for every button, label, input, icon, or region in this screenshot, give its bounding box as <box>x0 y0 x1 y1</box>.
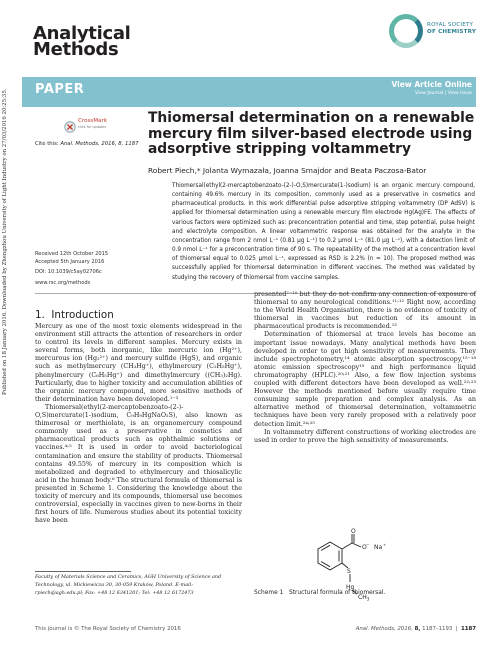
affiliation-footnote: Faculty of Materials Science and Ceramics, AGH University of Science and Technology, ul. Mickiewicza 30, 30-059 Kraków, Poland. E-mail: rpiech@agh.edu.pl; Fax: +48 12 6341201; Tel: +48 12 6172473 <box>35 574 222 596</box>
body-column-left <box>35 323 242 525</box>
footer-volume: 8, <box>414 626 421 632</box>
sodium-charge: + <box>383 542 387 547</box>
footnote-rule <box>35 571 131 572</box>
scheme-caption <box>254 590 385 596</box>
rsc-logo-icon <box>389 14 423 48</box>
crossmark-sub: click for updates <box>78 125 107 129</box>
crossmark-button[interactable] <box>64 118 118 130</box>
oxygen-label: O <box>351 528 356 535</box>
paragraph: Mercury as one of the most toxic elements widespread in the environment still attracts the attention of researchers in order to control its levels in different samples. Mercury exists in several forms, both inorganic, like mercuric ion (Hg²⁺), mercurous ion (Hg₂²⁺) and mercury sulfide (HgS), and organic such as methylmercury (CH₃Hg⁺), ethylmercury (C₂H₅Hg⁺), phenylmercury (C₆H₅Hg⁺) and dimethylmercury ((CH₃)₂Hg). Particularly, due to higher toxicity and accumulation abilities of the organic mercury compound, more sensitive methods of their determination have been developed.¹⁻³ <box>35 323 242 403</box>
page-footer: Anal. Methods, 2016, 8, 1187–1193 | 1187 <box>355 626 476 632</box>
crossmark-label: CrossMark <box>78 118 108 124</box>
sulfur-label: S <box>347 568 351 575</box>
paragraph: In voltammetry different constructions of working electrodes are used in order to prove the high sensitivity of measurements. <box>254 428 476 444</box>
paragraph: presented⁷⁻¹⁰ but they do not confirm any connection of exposure of thiomersal to any neurological conditions.¹¹˒¹² Right now, according to the World Health Organisation, there is no evidence of toxicity of thiomersal in vaccines but reduction of its amount in pharmaceutical products is recommended.¹³ <box>254 291 476 331</box>
accepted-date: Accepted 5th January 2016 <box>35 258 105 265</box>
banner-links <box>391 80 472 96</box>
article-type-label: PAPER <box>35 82 85 97</box>
rsc-logo-text <box>427 22 476 36</box>
scheme-caption-text: Structural formula of thiomersal. <box>288 590 386 596</box>
received-date: Received 12th October 2015 <box>35 251 109 257</box>
section-title: Introduction <box>51 309 114 321</box>
page-number: 1187 <box>460 626 476 632</box>
paragraph: Determination of thiomersal at trace levels has become an important issue nowadays. Many analytical methods have been developed in order to get high sensitivity of measurements. They include spectrophotometry,¹⁴ atomic absorption spectroscopy,¹⁵⁻¹⁸ atomic emission spectroscopy¹⁹ and high performance liquid chromatography (HPLC).²⁰˒²¹ Also, a few flow injection systems coupled with different detectors have been developed as well.²²˒²³ However the methods mentioned before usually require time consuming sample preparation and complex analysis. As an alternative method of thiomersal determination, voltammetric techniques have been very rarely proposed with a relatively poor detection limit.²⁴˒²⁵ <box>254 331 476 428</box>
citation <box>35 141 138 147</box>
article-meta <box>35 249 108 288</box>
author-list: Robert Piech,* Jolanta Wymazała, Joanna Smajdor and Beata Paczosa-Bator <box>148 166 427 175</box>
scheme-label: Scheme 1 <box>254 590 284 596</box>
journal-title-line2: Methods <box>33 39 119 60</box>
view-article-online-link[interactable]: View Article Online <box>391 80 472 89</box>
journal-url[interactable]: www.rsc.org/methods <box>35 279 91 286</box>
view-journal-link[interactable]: View Journal | View Issue <box>415 91 472 96</box>
doi[interactable]: DOI: 10.1039/c5ay02706c <box>35 269 102 275</box>
rsc-logo-line1: ROYAL SOCIETY <box>427 22 474 28</box>
body-column-right <box>254 291 476 445</box>
cite-prefix: Cite this: <box>35 141 59 147</box>
paragraph: Thiomersal(ethyl(2-mercaptobenzoato-(2-)-O,S)mercurate(1-)sodium, C₉H₉HgNaO₂S), also known as thimerosal or merthiolate, is an organomercury compound commonly used as a preservative in cosmetics and pharmaceutical products such as ophthalmic solutions or vaccines.⁴˒⁵ It is used in order to avoid bacteriological contamination and ensure the stability of products. Thiomersal contains 49.55% of mercury in its composition which is metabolized and degraded to ethylmercury and thiosalicylic acid in the human body.⁶ The structural formula of thiomersal is presented in Scheme 1. Considering the knowledge about the toxicity of mercury and its compounds, thiomersal use becomes controversial, especially in vaccines given to new-borns in their first hours of life. Numerous studies about its potential toxicity have been <box>35 403 242 525</box>
section-heading <box>35 309 114 321</box>
section-number: 1. <box>35 309 45 321</box>
abstract: Thiomersal(ethyl(2-mercaptobenzoato-(2-)-O,S)mercurate(1-)sodium) is an organic mercury compound, containing 49.6% mercury in its composition, commonly used as a preservative in cosmetics and pharmaceutical products. In this work differential pulse adsorptive stripping voltammetry (DP AdSV) is applied for thiomersal determination using a renewable mercury film electrode Hg(Ag)FE. The effects of various factors were optimized such as: preconcentration potential and time, step potential, pulse height and electrolyte composition. A linear voltammetric response was obtained for the analyte in the concentration range from 2 nmol L⁻¹ (0.81 µg L⁻¹) to 0.2 µmol L⁻¹ (81.0 µg L⁻¹), with a detection limit of 0.9 nmol L⁻¹ for a preconcentration time of 90 s. The repeatability of the method at a concentration level of thiomersal equal to 0.025 µmol L⁻¹, expressed as RSD is 2.2% (n = 10). The proposed method was successfully applied for thiomersal determination in different vaccines. The method was validated by studying the recovery of thiomersal from vaccine samples. <box>172 183 475 281</box>
oxygen-minus-label: O <box>362 544 367 551</box>
cite-ref: Anal. Methods, 2016, 8, 1187 <box>60 141 139 147</box>
footer-journal: Anal. Methods, 2016, <box>355 626 413 632</box>
methyl-label: $CH_3$ <box>358 594 370 601</box>
mercury-label: Hg <box>346 584 355 591</box>
download-notice: Published on 18 January 2016. Downloaded by Zhengzhou University of Light Industry on 27/03/2016 20:25:35. <box>2 88 8 395</box>
paper-title: Thiomersal determination on a renewable mercury film silver-based electrode using adsorptive stripping voltammetry <box>148 110 475 157</box>
sodium-label: Na <box>374 544 383 551</box>
footer-pages: 1187–1193 <box>422 626 453 632</box>
copyright-footer: This journal is © The Royal Society of Chemistry 2016 <box>35 626 181 632</box>
rsc-logo-line2: OF CHEMISTRY <box>427 29 477 35</box>
oxygen-charge: − <box>366 542 370 547</box>
journal-title[interactable] <box>33 23 131 60</box>
journal-title-line1: Analytical <box>33 23 131 44</box>
